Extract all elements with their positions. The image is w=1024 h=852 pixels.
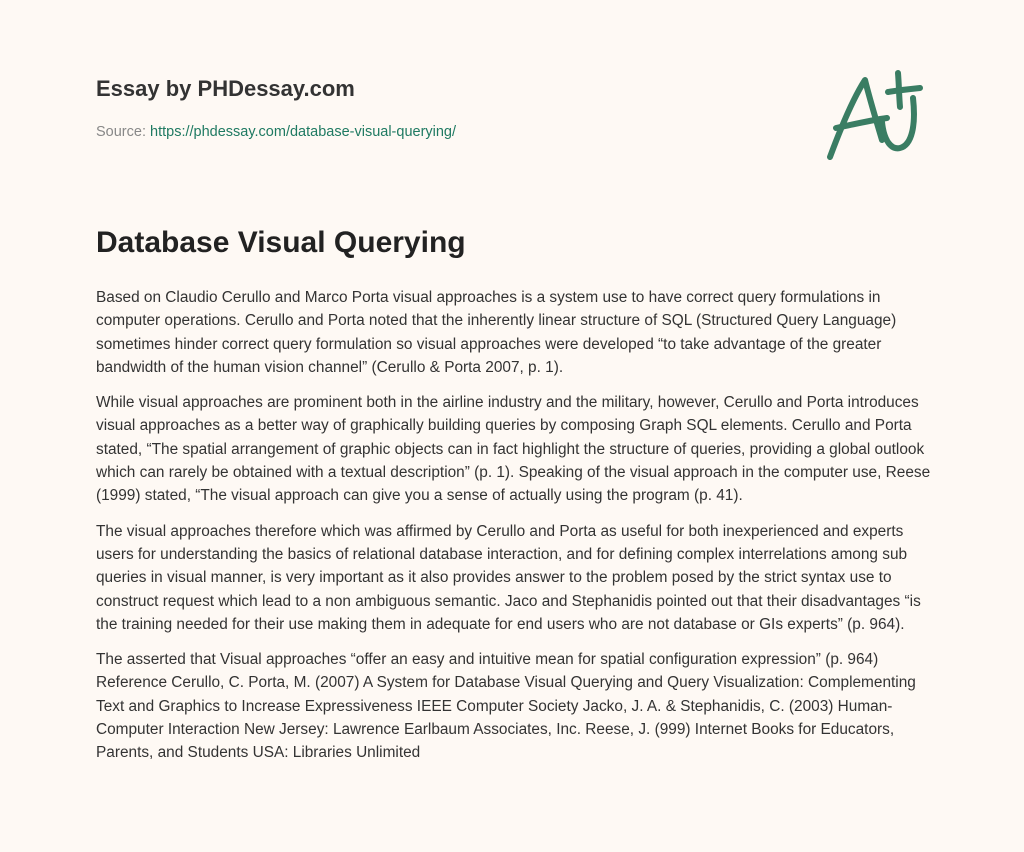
paragraph: Based on Claudio Cerullo and Marco Porta visual approaches is a system use to have correct query formulations in computer operations. Cerullo and Porta noted that the inherently linear structure of SQL (Structured Query Language) sometimes hinder correct query formulation so visual approaches were developed “to take advantage of the greater bandwidth of the human vision channel” (Cerullo & Porta 2007, p. 1). <box>96 289 897 376</box>
article-title: Database Visual Querying <box>96 226 466 259</box>
source-line <box>96 124 456 140</box>
a-plus-logo-icon <box>810 60 940 170</box>
source-label: Source: <box>96 124 146 140</box>
site-title: Essay by PHDessay.com <box>96 76 355 101</box>
paragraph: While visual approaches are prominent both in the airline industry and the military, however, Cerullo and Porta introduces visual approaches as a better way of graphically building queries by composing Graph SQL elements. Cerullo and Porta stated, “The spatial arrangement of graphic objects can in fact highlight the structure of queries, providing a global outlook which can rarely be obtained with a textual description” (p. 1). Speaking of the visual approach in the computer use, Reese (1999) stated, “The visual approach can give you a sense of actually using the program (p. 41). <box>96 394 931 505</box>
article-body <box>96 286 934 777</box>
paragraph: The asserted that Visual approaches “offer an easy and intuitive mean for spatial configuration expression” (p. 964) Reference Cerullo, C. Porta, M. (2007) A System for Database Visual Querying and Query Visualization: Complementing Text and Graphics to Increase Expressiveness IEEE Computer Society Jacko, J. A. & Stephanidis, C. (2003) Human-Computer Interaction New Jersey: Lawrence Earlbaum Associates, Inc. Reese, J. (999) Internet Books for Educators, Parents, and Students USA: Libraries Unlimited <box>96 651 916 762</box>
paragraph: The visual approaches therefore which was affirmed by Cerullo and Porta as useful for both inexperienced and experts users for understanding the basics of relational database interaction, and for defining complex interrelations among sub queries in visual manner, is very important as it also provides answer to the problem posed by the strict syntax use to construct request which lead to a non ambiguous semantic. Jaco and Stephanidis pointed out that their disadvantages “is the training needed for their use making them in adequate for end users who are not database or GIs experts” (p. 964). <box>96 522 921 633</box>
source-link[interactable]: https://phdessay.com/database-visual-querying/ <box>150 124 457 140</box>
